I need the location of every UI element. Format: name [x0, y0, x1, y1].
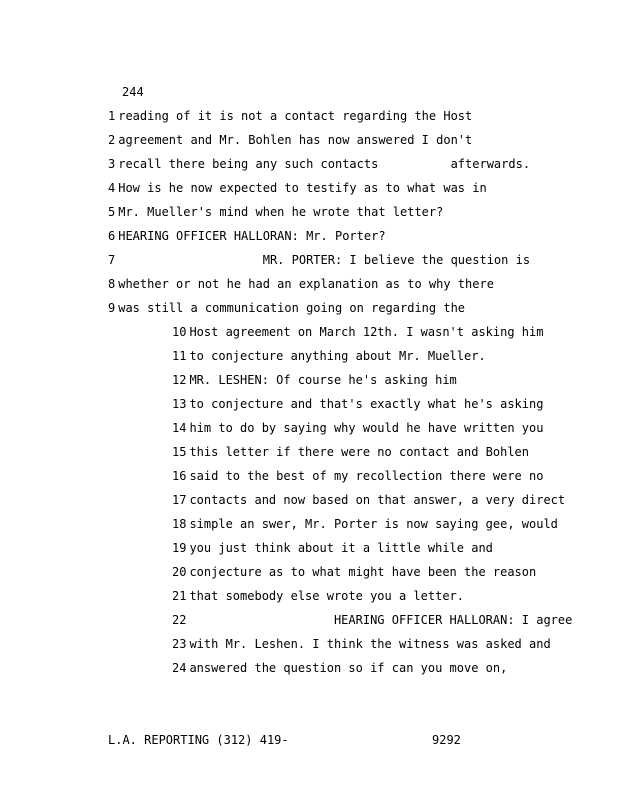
transcript-line-5 [108, 204, 443, 220]
line-text: Mr. Mueller's mind when he wrote that letter? [118, 205, 444, 219]
line-number: 20 [172, 565, 187, 579]
line-number: 24 [172, 661, 187, 675]
line-text: conjecture as to what might have been the reason [189, 565, 537, 579]
transcript-line-23 [172, 636, 551, 652]
line-text: MR. LESHEN: Of course he's asking him [189, 373, 457, 387]
line-text: you just think about it a little while and [189, 541, 493, 555]
transcript-line-16 [172, 468, 543, 484]
line-text: with Mr. Leshen. I think the witness was asked and [189, 637, 551, 651]
line-number: 8 [108, 277, 116, 291]
transcript-line-3 [108, 156, 530, 172]
line-number: 9 [108, 301, 116, 315]
transcript-line-4 [108, 180, 487, 196]
line-text: that somebody else wrote you a letter. [189, 589, 464, 603]
line-number: 23 [172, 637, 187, 651]
footer-phone-suffix: 9292 [432, 733, 461, 747]
transcript-line-1 [108, 108, 472, 124]
line-text: to conjecture anything about Mr. Mueller. [189, 349, 486, 363]
line-number: 7 [108, 253, 116, 267]
transcript-line-19 [172, 540, 493, 556]
line-number: 17 [172, 493, 187, 507]
line-number: 10 [172, 325, 187, 339]
transcript-line-9 [108, 300, 465, 316]
line-number: 15 [172, 445, 187, 459]
transcript-line-15 [172, 444, 529, 460]
line-number: 22 [172, 613, 187, 627]
line-number: 1 [108, 109, 116, 123]
line-number: 13 [172, 397, 187, 411]
line-text: him to do by saying why would he have written you [189, 421, 544, 435]
line-text: said to the best of my recollection there were no [189, 469, 544, 483]
transcript-line-8 [108, 276, 494, 292]
line-text: was still a communication going on regarding the [118, 301, 466, 315]
line-text: HEARING OFFICER HALLORAN: Mr. Porter? [118, 229, 386, 243]
line-number: 19 [172, 541, 187, 555]
line-number: 16 [172, 469, 187, 483]
transcript-line-2 [108, 132, 472, 148]
line-number: 6 [108, 229, 116, 243]
transcript-line-18 [172, 516, 558, 532]
line-number: 4 [108, 181, 116, 195]
transcript-line-12 [172, 372, 457, 388]
line-text: answered the question so if can you move on, [189, 661, 508, 675]
transcript-line-20 [172, 564, 536, 580]
line-text: whether or not he had an explanation as to why there [118, 277, 494, 291]
line-number: 14 [172, 421, 187, 435]
line-text: How is he now expected to testify as to what was in [118, 181, 487, 195]
page-number: 244 [122, 85, 144, 99]
transcript-line-10 [172, 324, 543, 340]
line-number: 18 [172, 517, 187, 531]
line-text: agreement and Mr. Bohlen has now answered I don't [118, 133, 473, 147]
transcript-line-14 [172, 420, 543, 436]
line-number: 11 [172, 349, 187, 363]
line-number: 5 [108, 205, 116, 219]
line-number: 12 [172, 373, 187, 387]
line-text: Host agreement on March 12th. I wasn't asking him [189, 325, 544, 339]
line-number: 21 [172, 589, 187, 603]
transcript-line-22 [172, 612, 572, 628]
transcript-line-11 [172, 348, 486, 364]
line-text: reading of it is not a contact regarding the Host [118, 109, 473, 123]
transcript-line-13 [172, 396, 543, 412]
transcript-line-24 [172, 660, 507, 676]
line-text: simple an swer, Mr. Porter is now saying gee, would [189, 517, 558, 531]
transcript-line-21 [172, 588, 464, 604]
transcript-line-17 [172, 492, 565, 508]
line-text: this letter if there were no contact and Bohlen [189, 445, 530, 459]
footer-reporter: L.A. REPORTING (312) 419- [108, 733, 289, 747]
transcript-line-6 [108, 228, 386, 244]
line-text: recall there being any such contacts afterwards. [118, 157, 531, 171]
transcript-line-7 [108, 252, 530, 268]
line-text: contacts and now based on that answer, a very direct [189, 493, 566, 507]
line-number: 2 [108, 133, 116, 147]
line-number: 3 [108, 157, 116, 171]
line-text: HEARING OFFICER HALLORAN: I agree [189, 613, 573, 627]
line-text: to conjecture and that's exactly what he's asking [189, 397, 544, 411]
line-text: MR. PORTER: I believe the question is [118, 253, 531, 267]
